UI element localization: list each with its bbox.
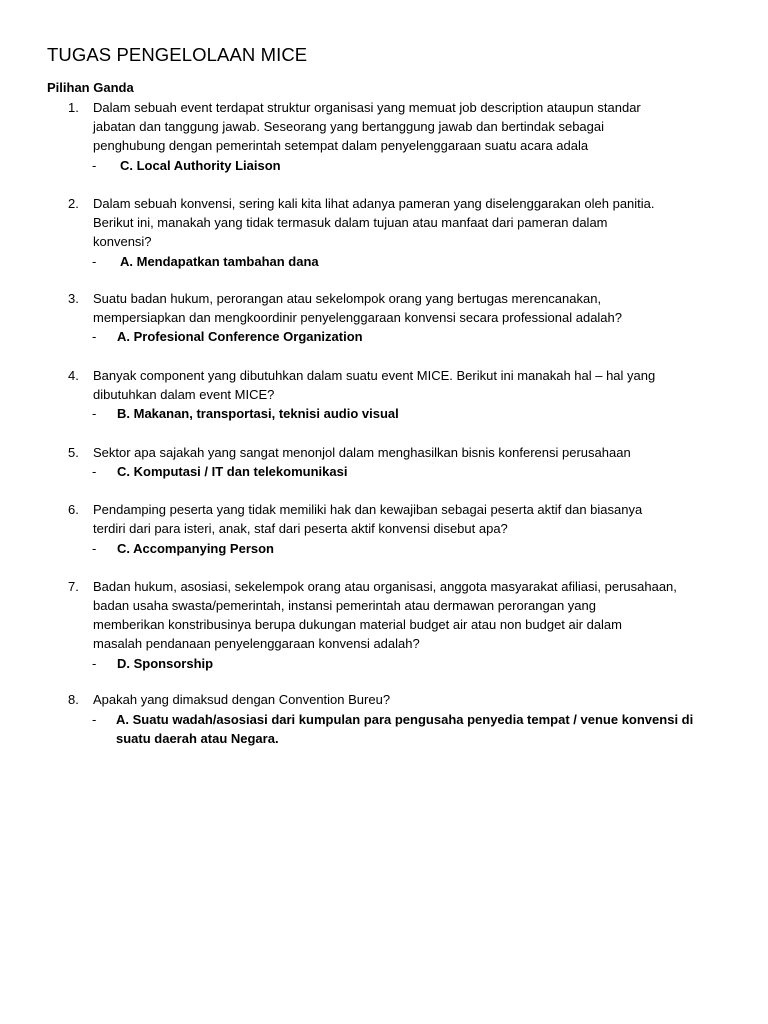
question-line: Suatu badan hukum, perorangan atau sekelompok orang yang bertugas merencanakan,: [93, 291, 602, 306]
question-text: [93, 443, 733, 462]
answer-text: [117, 654, 213, 673]
question-number: 7.: [68, 579, 79, 594]
question-line: badan usaha swasta/pemerintah, instansi pemerintah atau dermawan perorangan yang: [93, 598, 596, 613]
answer-line: A. Suatu wadah/asosiasi dari kumpulan para pengusaha penyedia tempat / venue konvensi di: [116, 712, 694, 727]
question-number: 4.: [68, 368, 79, 383]
question-line: penghubung dengan pemerintah setempat dalam penyelenggaraan suatu acara adala: [93, 138, 589, 153]
answer-text: [117, 539, 274, 558]
question-number: 5.: [68, 445, 79, 460]
answer-dash: -: [92, 541, 97, 556]
answer-line: suatu daerah atau Negara.: [116, 731, 279, 746]
answer-line: C. Accompanying Person: [117, 541, 274, 556]
question-line: memberikan konstribusinya berupa dukungan material budget air atau non budget air dalam: [93, 617, 622, 632]
question-line: dibutuhkan dalam event MICE?: [93, 387, 275, 402]
answer-dash: -: [92, 406, 97, 421]
answer-dash: -: [92, 254, 97, 269]
answer-dash: -: [92, 464, 97, 479]
question-text: [93, 577, 733, 653]
answer-line: A. Mendapatkan tambahan dana: [120, 254, 319, 269]
answer-line: D. Sponsorship: [117, 656, 214, 671]
answer-line: A. Profesional Conference Organization: [117, 329, 363, 344]
question-line: Dalam sebuah event terdapat struktur organisasi yang memuat job description ataupun standar: [93, 100, 641, 115]
answer-dash: -: [92, 158, 97, 173]
answer-dash: -: [92, 712, 97, 727]
answer-text: [120, 252, 319, 271]
question-text: [93, 194, 733, 251]
question-number: 6.: [68, 502, 79, 517]
section-heading: Pilihan Ganda: [47, 80, 134, 95]
question-text: [93, 500, 733, 538]
question-text: [93, 289, 733, 327]
document-title: TUGAS PENGELOLAAN MICE: [47, 44, 308, 65]
answer-dash: -: [92, 329, 97, 344]
question-line: terdiri dari para isteri, anak, staf dari peserta aktif konvensi disebut apa?: [93, 521, 508, 536]
question-line: Banyak component yang dibutuhkan dalam suatu event MICE. Berikut ini manakah hal – hal yang: [93, 368, 656, 383]
question-line: Badan hukum, asosiasi, sekelempok orang atau organisasi, anggota masyarakat afiliasi, perusahaan,: [93, 579, 677, 594]
answer-text: [117, 462, 347, 481]
answer-text: [120, 156, 281, 175]
answer-text: [117, 327, 363, 346]
question-line: Apakah yang dimaksud dengan Convention Bureu?: [93, 692, 391, 707]
answer-dash: -: [92, 656, 97, 671]
question-line: jabatan dan tanggung jawab. Seseorang yang bertanggung jawab dan bertindak sebagai: [93, 119, 605, 134]
question-line: Dalam sebuah konvensi, sering kali kita lihat adanya pameran yang diselenggarakan oleh panitia.: [93, 196, 655, 211]
question-number: 8.: [68, 692, 79, 707]
answer-line: C. Local Authority Liaison: [120, 158, 281, 173]
question-line: konvensi?: [93, 234, 152, 249]
answer-text: [116, 710, 693, 748]
question-line: mempersiapkan dan mengkoordinir penyelenggaraan konvensi secara professional adalah?: [93, 310, 623, 325]
question-line: Berikut ini, manakah yang tidak termasuk dalam tujuan atau manfaat dari pameran dalam: [93, 215, 608, 230]
question-number: 1.: [68, 100, 79, 115]
question-line: Pendamping peserta yang tidak memiliki hak dan kewajiban sebagai peserta aktif dan biasanya: [93, 502, 643, 517]
answer-line: B. Makanan, transportasi, teknisi audio visual: [117, 406, 399, 421]
answer-line: C. Komputasi / IT dan telekomunikasi: [117, 464, 348, 479]
question-text: [93, 98, 733, 155]
question-number: 3.: [68, 291, 79, 306]
question-text: [93, 366, 733, 404]
question-number: 2.: [68, 196, 79, 211]
question-text: [93, 690, 733, 709]
answer-text: [117, 404, 399, 423]
question-line: Sektor apa sajakah yang sangat menonjol dalam menghasilkan bisnis konferensi perusahaan: [93, 445, 631, 460]
question-line: masalah pendanaan penyelenggaraan konvensi adalah?: [93, 636, 420, 651]
